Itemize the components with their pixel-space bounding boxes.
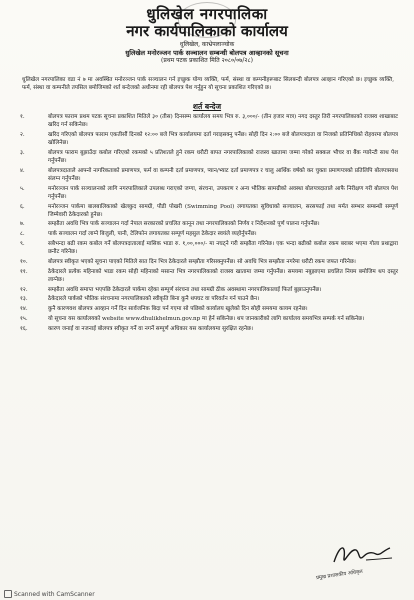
condition-text: बोलपत्रदाताले आफ्नो नागरिकताको प्रमाणपत्र, फर्म वा कम्पनी दर्ता प्रमाणपत्र, प्यान/भ्याट दर्ता प्रमाणपत्र र चालु आर्थिक वर्षको कर चुक्ता प्रमाणपत्रको प्रतिलिपि बोलपत्रसाथ संलग्न गर्नुपर्नेछ। (48, 167, 398, 182)
scanner-footer-text: Scanned with CamScanner (14, 590, 95, 598)
condition-number: ४. (20, 167, 25, 174)
condition-number: ११. (20, 268, 28, 275)
publish-date-line: (प्रथम पटक प्रकाशित मिति २०८०/०७/२८) (161, 57, 253, 64)
condition-text: यो सूचना यस कार्यालयको website www.dhulikhelmun.gov.np मा हेर्न सकिनेछ। थप जानकारीको लागि कार्यालय समयभित्र सम्पर्क गर्न सकिनेछ। (48, 315, 365, 322)
condition-item (14, 113, 398, 129)
notice-title: धुलिखेल मनोरञ्जन पार्क सञ्चालन सम्बन्धी बोलपत्र आव्हानको सूचना (125, 49, 289, 57)
condition-item (14, 268, 398, 284)
condition-item (14, 203, 398, 219)
condition-text: खरिद गरिएको बोलपत्र फाराम एकतीसौं दिनको १२:०० बजे भित्र कार्यालयमा दर्ता गराइसक्नु पर्नेछ। सोही दिन २:०० बजे बोलपत्रदाता वा निजको प्रतिनिधिको रोहवरमा बोलपत्र खोलिनेछ। (48, 131, 398, 147)
conditions-heading: शर्त बन्देज (192, 102, 222, 111)
condition-text: कारण जनाई वा नजनाई बोलपत्र स्वीकृत गर्ने वा नगर्ने सम्पूर्ण अधिकार यस कार्यालयमा सुरक्षित रहनेछ। (48, 325, 254, 332)
condition-number: ६. (20, 203, 25, 210)
condition-text: सबैभन्दा बढी रकम कबोल गर्ने बोलपत्रदातालाई मासिक भाडा रु. १,००,०००/- मा नघट्ने गरी सम्झौता गरिनेछ। एक भन्दा बढीको कबोल रकम बराबर भएमा गोला प्रथाद्वारा छनौट गरिनेछ। (48, 240, 398, 256)
condition-number: ९. (20, 240, 25, 247)
condition-item (14, 240, 398, 256)
condition-item (14, 220, 398, 228)
camscanner-icon (4, 590, 12, 598)
condition-number: ७. (20, 221, 25, 228)
condition-number: १४. (20, 306, 28, 312)
condition-number: ८. (20, 231, 25, 238)
letterhead (0, 6, 414, 65)
municipality-name: धुलिखेल नगरपालिका (146, 5, 268, 23)
condition-text: सम्झौता अवधि समाप्त भएपछि ठेकेदारले पार्कमा रहेका सम्पूर्ण संरचना तथा सामग्री ठीक अवस्थामा नगरपालिकालाई फिर्ता बुझाउनुपर्नेछ। (48, 286, 322, 293)
condition-item (14, 131, 398, 147)
condition-number: १०. (20, 258, 28, 265)
condition-number: २. (20, 131, 25, 138)
condition-text: सम्झौता अवधि भित्र पार्क सञ्चालन गर्दा नेपाल सरकारको प्रचलित कानून तथा नगरपालिकाको निर्णय र निर्देशनको पूर्ण पालना गर्नुपर्नेछ। (48, 221, 320, 228)
condition-item (14, 286, 398, 294)
scanner-footer (4, 590, 95, 598)
condition-text: मनोरञ्जन पार्कमा बालबालिकाको खेलकुद सामग्री, पौडी पोखरी (Swimming Pool) लगायतका सुविधाको सञ्चालन, सरसफाई तथा मर्मत सम्भार सम्बन्धी सम्पूर्ण जिम्मेवारी ठेकेदारको हुनेछ। (48, 203, 398, 218)
condition-number: ५. (20, 185, 25, 192)
condition-number: १६. (20, 325, 28, 332)
condition-text: पार्क सञ्चालन गर्दा लाग्ने बिजुली, पानी, टेलिफोन लगायतका सम्पूर्ण महसुल ठेकेदार स्वयंले व्यहोर्नुपर्नेछ। (48, 231, 257, 238)
condition-number: ३. (20, 149, 25, 156)
condition-item (14, 315, 398, 323)
condition-text: मनोरञ्जन पार्क सञ्चालनको लागि नगरपालिकाले उपलब्ध गराएको जग्गा, संरचना, उपकरण र अन्य भौतिक सामग्रीको अवस्था बोलपत्रदाताले आफै निरीक्षण गरी बोलपत्र पेश गर्नुपर्नेछ। (48, 185, 398, 200)
condition-item (14, 325, 398, 333)
condition-item (14, 305, 398, 313)
condition-item (14, 295, 398, 303)
condition-text: ठेकेदारले पार्कको भौतिक संरचनामा नगरपालिकाको स्वीकृति बिना कुनै थपघट वा परिवर्तन गर्न पाउने छैन। (48, 296, 260, 303)
condition-number: १३. (20, 296, 28, 303)
condition-item (14, 149, 398, 165)
condition-text: बोलपत्र स्वीकृत भएको सूचना पाएको मितिले सात दिन भित्र ठेकेदारले सम्झौता गरिसक्नुपर्नेछ। सो अवधि भित्र सम्झौता नगरेमा धरौटी रकम जफत गरिनेछ। (48, 258, 356, 265)
condition-number: १२. (20, 286, 28, 293)
condition-text: बोलपत्र फाराम प्रथम पटक सूचना प्रकाशित मितिले ३० (तीस) दिनसम्म कार्यालय समय भित्र रु. ३,०००/- (तीन हजार मात्र) नगद दस्तुर तिरी नगरपालिकाको राजस्व शाखाबाट खरिद गर्न सकिनेछ। (48, 114, 398, 129)
condition-number: १. (20, 114, 25, 120)
office-name: नगर कार्यपालिकाको कार्यालय (126, 22, 288, 40)
office-address: धुलिखेल, काभ्रेपलाञ्चोक (179, 41, 235, 48)
signature-caption: प्रमुख प्रशासकीय अधिकृत (315, 568, 364, 582)
condition-item (14, 185, 398, 201)
condition-number: १५. (20, 315, 28, 322)
condition-item (14, 230, 398, 238)
condition-text: ठेकेदारले प्रत्येक महिनाको भाडा रकम सोही महिनाको मसान्त भित्र नगरपालिकाको राजस्व खातामा जम्मा गर्नुपर्नेछ। समयमा नबुझाएमा प्रचलित नियम बमोजिम थप दस्तुर लाग्नेछ। (48, 268, 398, 283)
condition-text: बोलपत्र फाराम बुझाउँदा कबोल गरिएको रकमको ५ प्रतिशतले हुने रकम धरौटी बापत नगरपालिकाको राजस्व खातामा जम्मा गरेको सक्कल भौचर वा बैंक ग्यारेन्टी साथ पेश गर्नुपर्नेछ। (48, 149, 398, 164)
condition-item (14, 167, 398, 183)
conditions-list (14, 113, 398, 334)
intro-paragraph: धुलिखेल नगरपालिका वडा नं ७ मा अवस्थित मनोरञ्जन पार्क सञ्चालन गर्न इच्छुक योग्य व्यक्ति, फर्म, संस्था वा कम्पनीहरूबाट सिलबन्दी बोलपत्र आव्हान गरिएको छ। इच्छुक व्यक्ति, फर्म, संस्था वा कम्पनीले तपसिल बमोजिमको शर्त बन्देजको अधीनमा रही बोलपत्र पेश गर्नुहुन यो सूचना प्रकाशित गरिएको छ। (22, 77, 394, 92)
condition-item (14, 258, 398, 266)
signature (330, 540, 396, 572)
condition-text: कुनै कारणवश बोलपत्र आव्हान गर्ने दिन सार्वजनिक बिदा पर्न गएमा सो पछिको कार्यालय खुलेको दिन सोही समयमा कायम रहनेछ। (48, 306, 308, 312)
